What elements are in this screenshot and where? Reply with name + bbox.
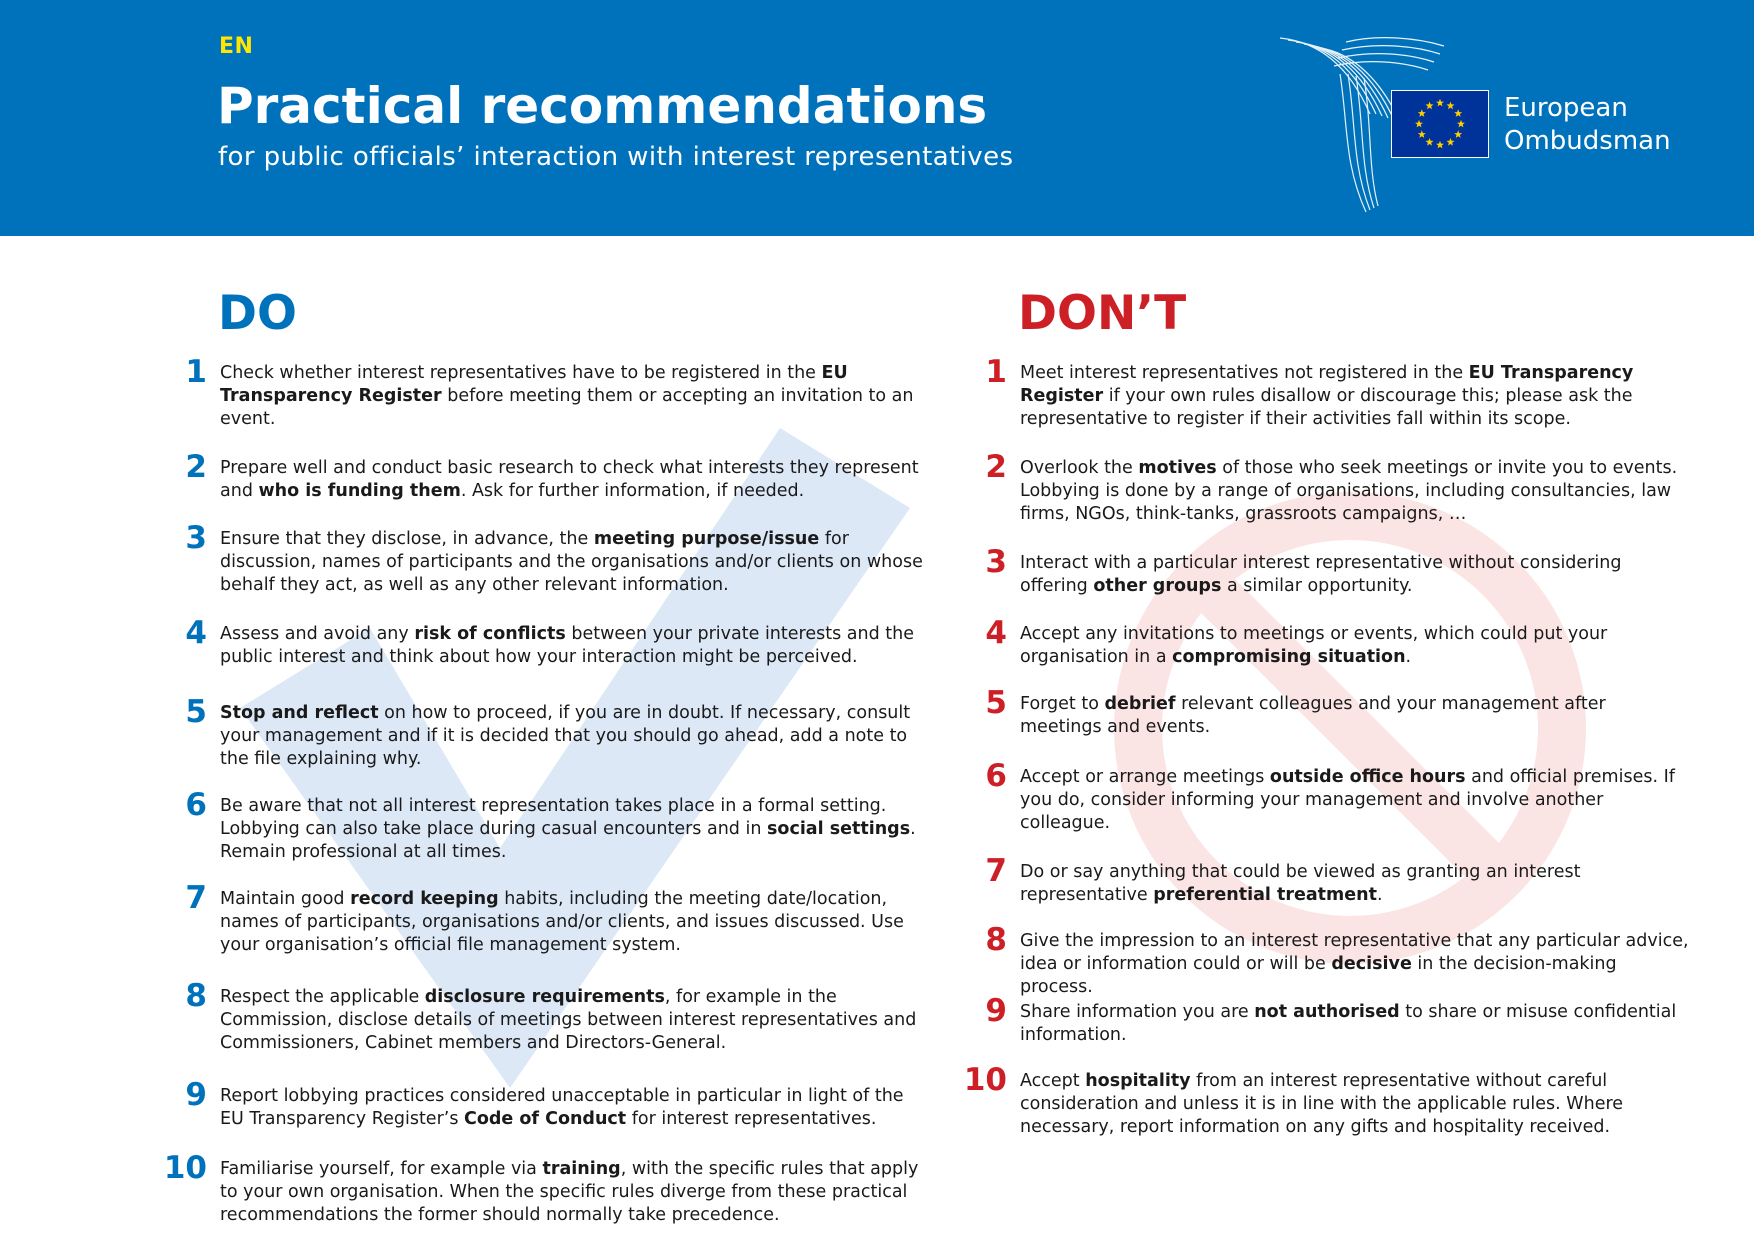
do-item-text: [220, 362, 930, 431]
do-item: [160, 615, 930, 669]
text-segment: Give the impression to an interest representative that any particular advice, idea or information could or will be: [1020, 931, 1689, 974]
do-item-text: [220, 986, 930, 1055]
text-segment: of those who seek meetings or invite you to events. Lobbying is done by a range of organisations, including consultancies, law firms, NGOs, think-tanks, grassroots campaigns, …: [1020, 458, 1678, 524]
do-item-number: 2: [185, 449, 207, 485]
dont-item: [960, 922, 1690, 999]
bold-keyword: EU Transparency Register: [1020, 363, 1634, 406]
dont-item-text: [1020, 1070, 1690, 1139]
bold-keyword: Stop and reflect: [220, 703, 379, 723]
bold-keyword: training: [542, 1159, 621, 1179]
dont-item: [960, 758, 1690, 835]
dont-item: [960, 853, 1690, 907]
text-segment: Accept any invitations to meetings or events, which could put your organisation in a: [1020, 624, 1608, 667]
dont-item-number: 7: [985, 853, 1007, 889]
do-item-number: 3: [185, 520, 207, 556]
text-segment: Maintain good: [220, 889, 351, 909]
organisation-name: [1504, 92, 1671, 158]
dont-item: [960, 685, 1690, 739]
text-segment: Share information you are: [1020, 1002, 1255, 1022]
bold-keyword: compromising situation: [1172, 647, 1406, 667]
text-segment: from an interest representative without careful consideration and unless it is in line with the applicable rules. Where necessary, report information on any gifts and hospitality received.: [1020, 1071, 1624, 1137]
text-segment: Report lobbying practices considered unacceptable in particular in light of the EU Transparency Register’s: [220, 1086, 904, 1129]
bold-keyword: not authorised: [1254, 1002, 1400, 1022]
bold-keyword: risk of conflicts: [414, 624, 566, 644]
text-segment: and official premises. If you do, consider informing your management and involve another colleague.: [1020, 767, 1675, 833]
text-segment: on how to proceed, if you are in doubt. If necessary, consult your management and if it is decided that you should go ahead, add a note to the file explaining why.: [220, 703, 911, 769]
dont-item-text: [1020, 693, 1690, 739]
dont-heading: DON’T: [1018, 286, 1187, 341]
text-segment: Meet interest representatives not registered in the: [1020, 363, 1469, 383]
dont-item: [960, 544, 1690, 598]
do-item-text: [220, 623, 930, 669]
dont-item-number: 10: [963, 1062, 1007, 1098]
do-item-number: 10: [163, 1150, 207, 1186]
do-item-text: [220, 528, 930, 597]
text-segment: to share or misuse confidential information.: [1020, 1002, 1677, 1045]
bold-keyword: preferential treatment: [1153, 885, 1377, 905]
text-segment: .: [1376, 885, 1383, 905]
text-segment: habits, including the meeting date/location, names of participants, organisations and/or clients, and issues discussed. Use your organisation’s official file management system.: [220, 889, 904, 955]
text-segment: for interest representatives.: [626, 1109, 877, 1129]
text-segment: Do or say anything that could be viewed as granting an interest representative: [1020, 862, 1581, 905]
do-item-text: [220, 888, 930, 957]
dont-item-number: 3: [985, 544, 1007, 580]
text-segment: . Remain professional at all times.: [220, 819, 916, 862]
text-segment: in the decision-making process.: [1020, 954, 1617, 997]
do-item: [160, 787, 930, 864]
text-segment: Ensure that they disclose, in advance, the: [220, 529, 594, 549]
dont-item-text: [1020, 552, 1690, 598]
text-segment: Accept: [1020, 1071, 1086, 1091]
do-item-number: 1: [185, 354, 207, 390]
bold-keyword: record keeping: [350, 889, 499, 909]
dont-item-text: [1020, 623, 1690, 669]
bold-keyword: who is funding them: [258, 481, 461, 501]
bold-keyword: EU Transparency Register: [220, 363, 848, 406]
bold-keyword: social settings: [767, 819, 911, 839]
dont-item-text: [1020, 766, 1690, 835]
text-segment: . Ask for further information, if needed.: [460, 481, 805, 501]
dont-item-number: 5: [985, 685, 1007, 721]
dont-item: [960, 993, 1690, 1047]
page-title: Practical recommendations: [217, 77, 988, 135]
do-item-text: [220, 702, 930, 771]
do-item-number: 9: [185, 1077, 207, 1113]
text-segment: Familiarise yourself, for example via: [220, 1159, 543, 1179]
dont-item-text: [1020, 930, 1690, 999]
dont-item-text: [1020, 861, 1690, 907]
dont-item: [960, 449, 1690, 526]
do-item-text: [220, 1085, 930, 1131]
text-segment: Be aware that not all interest representation takes place in a formal setting. Lobbying can also take place during casual encounters and in: [220, 796, 887, 839]
text-segment: Check whether interest representatives have to be registered in the: [220, 363, 822, 383]
bold-keyword: other groups: [1093, 576, 1222, 596]
dont-item: [960, 615, 1690, 669]
dont-item-number: 9: [985, 993, 1007, 1029]
bold-keyword: meeting purpose/issue: [593, 529, 820, 549]
do-item: [160, 694, 930, 771]
dont-item-number: 6: [985, 758, 1007, 794]
do-item: [160, 520, 930, 597]
do-item-number: 5: [185, 694, 207, 730]
dont-item-text: [1020, 1001, 1690, 1047]
do-item-number: 6: [185, 787, 207, 823]
text-segment: a similar opportunity.: [1221, 576, 1413, 596]
text-segment: Forget to: [1020, 694, 1105, 714]
dont-item: [960, 354, 1690, 431]
eu-flag-icon: [1391, 90, 1489, 158]
language-label: EN: [219, 34, 254, 59]
text-segment: for discussion, names of participants and the organisations and/or clients on whose behalf they act, as well as any other relevant information.: [220, 529, 923, 595]
bold-keyword: hospitality: [1085, 1071, 1191, 1091]
organisation-name-line2: Ombudsman: [1504, 126, 1671, 156]
bold-keyword: decisive: [1331, 954, 1412, 974]
do-item-text: [220, 457, 930, 503]
header-banner: [0, 0, 1754, 236]
dont-item-number: 8: [985, 922, 1007, 958]
dont-item-text: [1020, 362, 1690, 431]
bold-keyword: Code of Conduct: [464, 1109, 627, 1129]
dont-item-number: 2: [985, 449, 1007, 485]
dont-item-text: [1020, 457, 1690, 526]
do-item: [160, 449, 930, 503]
do-item: [160, 354, 930, 431]
text-segment: Overlook the: [1020, 458, 1139, 478]
dont-item: [960, 1062, 1690, 1139]
do-item-number: 7: [185, 880, 207, 916]
text-segment: Assess and avoid any: [220, 624, 415, 644]
text-segment: Interact with a particular interest representative without considering offering: [1020, 553, 1622, 596]
do-item-number: 8: [185, 978, 207, 1014]
do-item: [160, 1077, 930, 1131]
do-item: [160, 1150, 930, 1227]
page-subtitle: for public officials’ interaction with interest representatives: [218, 142, 1014, 172]
text-segment: Respect the applicable: [220, 987, 425, 1007]
text-segment: before meeting them or accepting an invitation to an event.: [220, 386, 914, 429]
text-segment: between your private interests and the public interest and think about how your interaction might be perceived.: [220, 624, 914, 667]
do-item: [160, 978, 930, 1055]
bold-keyword: disclosure requirements: [424, 987, 665, 1007]
organisation-name-line1: European: [1504, 93, 1628, 123]
text-segment: Prepare well and conduct basic research to check what interests they represent and: [220, 458, 919, 501]
do-item-number: 4: [185, 615, 207, 651]
text-segment: relevant colleagues and your management after meetings and events.: [1020, 694, 1606, 737]
do-item: [160, 880, 930, 957]
text-segment: .: [1405, 647, 1412, 667]
text-segment: Accept or arrange meetings: [1020, 767, 1270, 787]
bold-keyword: motives: [1138, 458, 1217, 478]
text-segment: , with the specific rules that apply to your own organisation. When the specific rules diverge from these practical recommendations the former should normally take precedence.: [220, 1159, 919, 1225]
text-segment: if your own rules disallow or discourage this; please ask the representative to register if their activities fall within its scope.: [1020, 386, 1633, 429]
bold-keyword: debrief: [1104, 694, 1176, 714]
dont-item-number: 4: [985, 615, 1007, 651]
dont-item-number: 1: [985, 354, 1007, 390]
do-item-text: [220, 1158, 930, 1227]
text-segment: , for example in the Commission, disclose details of meetings between interest representatives and Commissioners, Cabinet members and Directors-General.: [220, 987, 917, 1053]
do-item-text: [220, 795, 930, 864]
bold-keyword: outside office hours: [1269, 767, 1466, 787]
do-heading: DO: [218, 286, 297, 341]
